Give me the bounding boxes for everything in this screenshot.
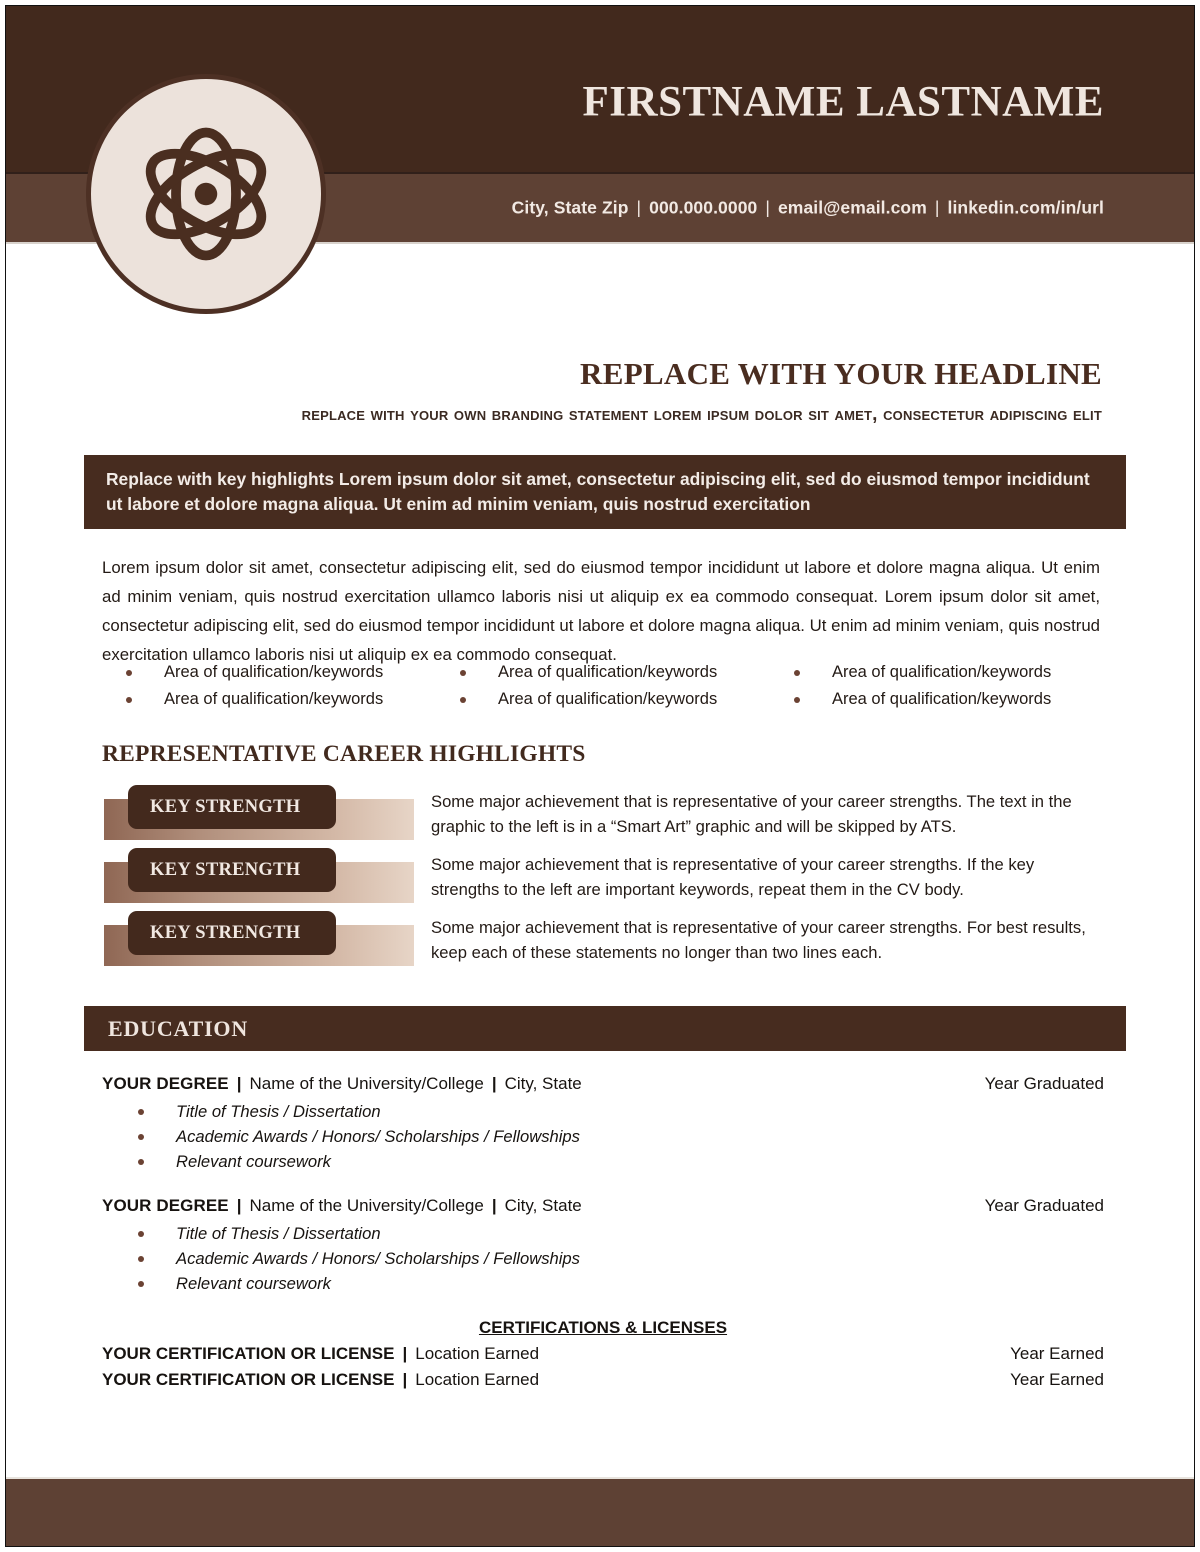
degree-year: Year Graduated — [984, 1196, 1104, 1215]
degree-name: YOUR DEGREE — [102, 1074, 229, 1093]
degree-location: City, State — [504, 1074, 582, 1093]
degree-bullet-text: Title of Thesis / Dissertation — [176, 1223, 381, 1243]
bullet-icon — [126, 697, 132, 703]
certifications-heading: CERTIFICATIONS & LICENSES — [478, 1318, 728, 1337]
degree-entry — [102, 1074, 1104, 1174]
degree-separator-2: | — [491, 1074, 497, 1093]
degree-institution: Name of the University/College — [249, 1074, 484, 1093]
career-highlight-text: Some major achievement that is representative of your career strengths. For best results, keep each of these statements no longer than two lines each. — [431, 918, 1086, 963]
degree-bullets — [138, 1221, 1104, 1296]
contact-location: City, State Zip — [511, 197, 629, 218]
contact-separator-2: | — [765, 197, 770, 218]
education-body — [102, 1074, 1104, 1396]
degree-separator-1: | — [236, 1196, 242, 1215]
list-item — [138, 1246, 1104, 1271]
key-highlights-text: Replace with key highlights Lorem ipsum dolor sit amet, consectetur adipiscing elit, sed do eiusmod tempor incididunt ut labore et dolore magna aliqua. Ut enim ad minim veniam, quis nostrud exercitation — [106, 469, 1090, 515]
degree-bullets — [138, 1099, 1104, 1174]
list-item — [126, 686, 448, 713]
certification-row — [102, 1344, 1104, 1370]
degree-separator-2: | — [491, 1196, 497, 1215]
bullet-icon — [126, 670, 132, 676]
list-item — [794, 659, 1116, 686]
smartart-label-box — [128, 848, 336, 892]
certification-year: Year Earned — [1010, 1370, 1104, 1389]
qualification-label: Area of qualification/keywords — [498, 690, 718, 708]
list-item — [138, 1271, 1104, 1296]
key-strength-label: KEY STRENGTH — [150, 859, 301, 880]
list-item — [138, 1099, 1104, 1124]
atom-icon — [131, 119, 281, 269]
smartart-label-box — [128, 911, 336, 955]
qualification-label: Area of qualification/keywords — [164, 690, 384, 708]
smartart-label-box — [128, 785, 336, 829]
certification-year: Year Earned — [1010, 1344, 1104, 1363]
degree-bullet-text: Academic Awards / Honors/ Scholarships / Fellowships — [176, 1248, 580, 1268]
certification-row — [102, 1370, 1104, 1396]
certification-separator: | — [402, 1344, 408, 1363]
degree-entry — [102, 1196, 1104, 1296]
degree-bullet-text: Title of Thesis / Dissertation — [176, 1101, 381, 1121]
degree-heading-row — [102, 1196, 1104, 1216]
degree-year: Year Graduated — [984, 1074, 1104, 1093]
branding-statement: replace with your own branding statement lorem ipsum dolor sit amet, consectetur adipiscing elit — [301, 404, 1102, 425]
list-item — [460, 659, 782, 686]
list-item — [6, 844, 1194, 907]
key-strength-label: KEY STRENGTH — [150, 922, 301, 943]
bullet-icon — [138, 1231, 144, 1237]
qualification-label: Area of qualification/keywords — [164, 663, 384, 681]
page-title: FIRSTNAME LASTNAME — [582, 78, 1104, 126]
key-strength-label: KEY STRENGTH — [150, 796, 301, 817]
qualification-label: Area of qualification/keywords — [498, 663, 718, 681]
bullet-icon — [138, 1134, 144, 1140]
list-item — [138, 1221, 1104, 1246]
bullet-icon — [138, 1109, 144, 1115]
certification-name: YOUR CERTIFICATION OR LICENSE — [102, 1370, 395, 1389]
contact-separator-1: | — [636, 197, 642, 218]
list-item — [460, 686, 782, 713]
degree-bullet-text: Relevant coursework — [176, 1151, 331, 1171]
degree-location: City, State — [504, 1196, 582, 1215]
degree-bullet-text: Academic Awards / Honors/ Scholarships / Fellowships — [176, 1126, 580, 1146]
smartart-graphic — [104, 848, 414, 903]
career-highlight-text: Some major achievement that is representative of your career strengths. If the key strengths to the left are important keywords, repeat them in the CV body. — [431, 855, 1035, 900]
list-item — [794, 686, 1116, 713]
bullet-icon — [794, 697, 800, 703]
bullet-icon — [460, 670, 466, 676]
bullet-icon — [794, 670, 800, 676]
bullet-icon — [460, 697, 466, 703]
certification-name: YOUR CERTIFICATION OR LICENSE — [102, 1344, 395, 1363]
list-item — [138, 1149, 1104, 1174]
smartart-graphic — [104, 911, 414, 966]
degree-institution: Name of the University/College — [249, 1196, 484, 1215]
smartart-graphic — [104, 785, 414, 840]
degree-bullet-text: Relevant coursework — [176, 1273, 331, 1293]
list-item — [138, 1124, 1104, 1149]
contact-phone: 000.000.0000 — [649, 197, 758, 218]
headline: REPLACE WITH YOUR HEADLINE — [580, 356, 1102, 391]
education-section-title: EDUCATION — [108, 1015, 249, 1041]
footer-band — [6, 1477, 1194, 1546]
contact-email: email@email.com — [777, 197, 927, 218]
contact-separator-3: | — [934, 197, 940, 218]
qualifications-list — [126, 659, 1116, 713]
education-section-header — [84, 1006, 1126, 1051]
list-item — [126, 659, 448, 686]
contact-line — [512, 198, 1104, 219]
resume-page — [5, 5, 1195, 1547]
career-highlights-title: REPRESENTATIVE CAREER HIGHLIGHTS — [102, 741, 586, 767]
career-highlight-text: Some major achievement that is representative of your career strengths. The text in the graphic to the left is in a “Smart Art” graphic and will be skipped by ATS. — [431, 792, 1072, 837]
logo-badge — [86, 74, 326, 314]
summary-paragraph: Lorem ipsum dolor sit amet, consectetur adipiscing elit, sed do eiusmod tempor incididunt ut labore et dolore magna aliqua. Ut enim ad minim veniam, quis nostrud exercitation ullamco laboris nisi ut aliquip ex ea commodo consequat. Lorem ipsum dolor sit amet, consectetur adipiscing elit, sed do eiusmod tempor incididunt ut labore et dolore magna aliqua. Ut enim ad minim veniam, quis nostrud exercitation ullamco laboris nisi ut aliquip ex ea commodo consequat. — [102, 558, 1100, 664]
key-highlights-banner — [84, 455, 1126, 529]
qualification-label: Area of qualification/keywords — [832, 663, 1052, 681]
certification-location: Location Earned — [415, 1370, 540, 1389]
bullet-icon — [138, 1281, 144, 1287]
list-item — [6, 781, 1194, 844]
contact-linkedin: linkedin.com/in/url — [947, 197, 1104, 218]
bullet-icon — [138, 1256, 144, 1262]
degree-name: YOUR DEGREE — [102, 1196, 229, 1215]
certification-location: Location Earned — [415, 1344, 540, 1363]
certification-separator: | — [402, 1370, 408, 1389]
degree-heading-row — [102, 1074, 1104, 1094]
list-item — [6, 907, 1194, 970]
degree-separator-1: | — [236, 1074, 242, 1093]
career-highlights-list — [6, 781, 1194, 970]
qualification-label: Area of qualification/keywords — [832, 690, 1052, 708]
bullet-icon — [138, 1159, 144, 1165]
